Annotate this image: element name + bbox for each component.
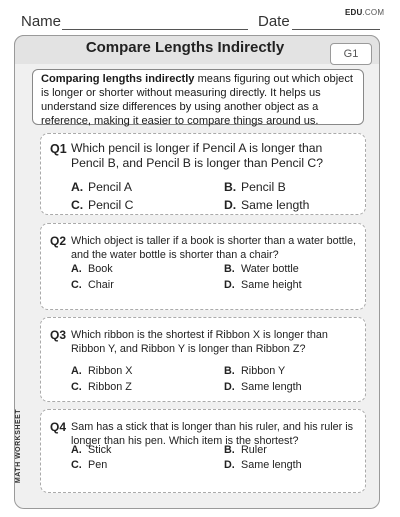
intro-box (32, 69, 364, 125)
question-card-1 (40, 133, 366, 215)
option-c[interactable]: C. Pencil C (71, 198, 134, 212)
question-number: Q3 (50, 328, 67, 342)
option-b[interactable]: B. Water bottle (224, 263, 299, 275)
question-text: Which ribbon is the shortest if Ribbon X is longer than Ribbon Y, and Ribbon Y is longer than Ribbon Z? (71, 329, 328, 355)
question-number: Q2 (50, 234, 67, 248)
option-d[interactable]: D. Same length (224, 381, 302, 393)
option-c[interactable]: C. Chair (71, 279, 114, 291)
grade-badge: G1 (330, 43, 372, 65)
date-line[interactable] (292, 29, 380, 30)
option-a[interactable]: A. Book (71, 263, 113, 275)
question-number: Q1 (50, 142, 67, 156)
question-text: Which pencil is longer if Pencil A is longer than Pencil B, and Pencil B is longer than Pencil C? (71, 141, 324, 170)
name-line[interactable] (62, 29, 248, 30)
brand-name: EDU (345, 8, 363, 17)
option-a[interactable]: A. Stick (71, 444, 112, 456)
worksheet-title: Compare Lengths Indirectly (85, 39, 285, 56)
option-c[interactable]: C. Ribbon Z (71, 381, 132, 393)
question-card-4 (40, 409, 366, 493)
question-card-3 (40, 317, 366, 402)
option-d[interactable]: D. Same length (224, 459, 302, 471)
option-d[interactable]: D. Same height (224, 279, 302, 291)
brand-logo (345, 8, 384, 17)
intro-term: Comparing lengths indirectly (41, 73, 195, 85)
question-number: Q4 (50, 420, 67, 434)
brand-suffix: .COM (362, 8, 385, 17)
option-a[interactable]: A. Ribbon X (71, 365, 133, 377)
question-text: Which object is taller if a book is shorter than a water bottle, and the water bottle is shorter than a chair? (71, 235, 357, 261)
question-text: Sam has a stick that is longer than his ruler, and his ruler is longer than his pen. Which item is the shortest? (71, 421, 354, 447)
option-b[interactable]: B. Pencil B (224, 180, 286, 194)
side-label: MATH WORKSHEET (15, 408, 22, 484)
date-label: Date (258, 13, 290, 30)
intro-text: means figuring out which object is longer or shorter without measuring directly. It helps us understand size differences by using another object as a reference, making it easier to compare things around us. (41, 73, 353, 127)
option-c[interactable]: C. Pen (71, 459, 108, 471)
option-d[interactable]: D. Same length (224, 198, 310, 212)
option-b[interactable]: B. Ruler (224, 444, 267, 456)
question-card-2 (40, 223, 366, 310)
option-b[interactable]: B. Ribbon Y (224, 365, 286, 377)
name-label: Name (21, 13, 62, 30)
option-a[interactable]: A. Pencil A (71, 180, 133, 194)
